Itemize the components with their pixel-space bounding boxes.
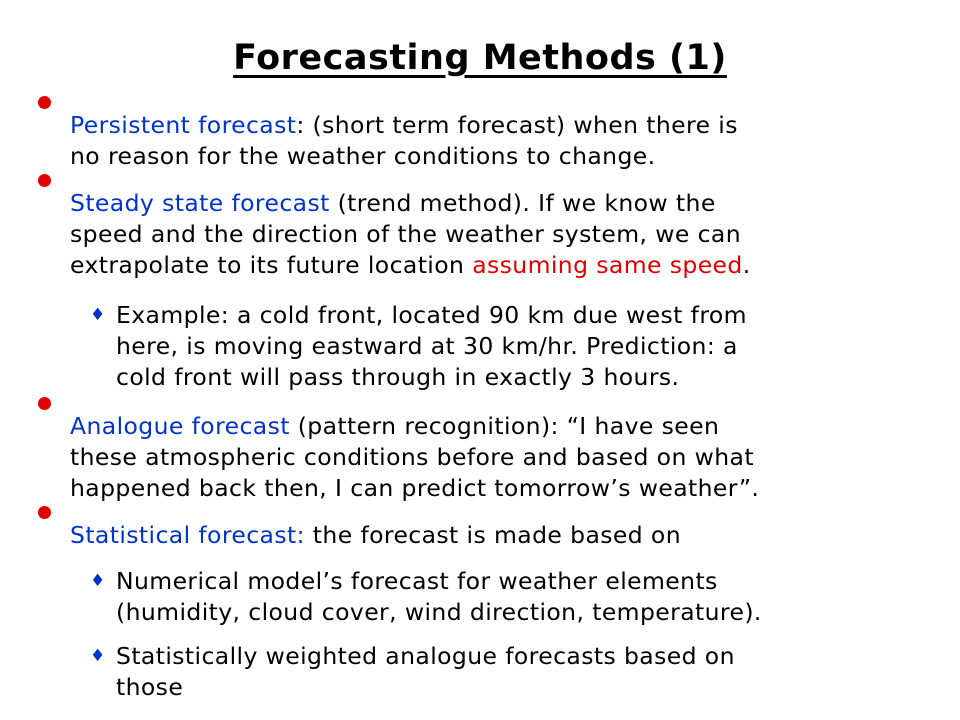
bullet-text: (trend method). If we know the — [329, 189, 716, 217]
bullet-dot — [38, 96, 51, 109]
sub-item-line: here, is moving eastward at 30 km/hr. Prediction: a — [116, 332, 738, 360]
sub-item-line: Example: a cold front, located 90 km due west from — [116, 301, 747, 329]
bullet-text: extrapolate to its future location — [70, 251, 473, 279]
diamond-icon: ♦ — [90, 305, 106, 325]
diamond-icon: ♦ — [90, 571, 106, 591]
bullet-text-tail: . — [742, 251, 751, 279]
sub-item-line: Numerical model’s forecast for weather elements — [116, 567, 718, 595]
sub-item-line: (humidity, cloud cover, wind direction, temperature). — [116, 598, 762, 626]
bullet-dot — [38, 397, 51, 410]
bullet-line — [70, 188, 930, 219]
bullet-item-analogue — [70, 411, 930, 504]
bullet-dot — [38, 174, 51, 187]
bullet-line — [70, 250, 930, 281]
emphasis-assuming-same-speed: assuming same speed — [472, 251, 743, 279]
sub-item-line: cold front will pass through in exactly 3 hours. — [116, 363, 680, 391]
bullet-text: (pattern recognition): “I have seen — [289, 412, 720, 440]
bullet-line: these atmospheric conditions before and based on what — [70, 443, 754, 471]
bullet-item-steady-state — [70, 188, 930, 281]
slide-title-text: Forecasting Methods (1) — [233, 38, 727, 78]
keyword-persistent-forecast: Persistent forecast — [70, 111, 297, 139]
keyword-steady-state-forecast: Steady state forecast — [70, 189, 330, 217]
sub-item-line: those — [116, 673, 184, 701]
bullet-line: no reason for the weather conditions to change. — [70, 142, 656, 170]
sub-item-numerical-model — [90, 566, 916, 628]
bullet-line: speed and the direction of the weather system, we can — [70, 220, 742, 248]
bullet-item-persistent — [70, 110, 930, 172]
diamond-icon: ♦ — [90, 646, 106, 666]
bullet-line — [70, 411, 930, 442]
sub-item-line: Statistically weighted analogue forecasts based on — [116, 642, 735, 670]
sub-item-example — [90, 300, 916, 393]
bullet-item-statistical — [70, 520, 930, 551]
sub-item-statistically-weighted — [90, 641, 916, 703]
bullet-line — [70, 110, 930, 141]
bullet-text: the forecast is made based on — [304, 521, 682, 549]
bullet-dot — [38, 506, 51, 519]
bullet-line: happened back then, I can predict tomorrow’s weather”. — [70, 474, 760, 502]
bullet-text: : (short term forecast) when there is — [296, 111, 738, 139]
keyword-analogue-forecast: Analogue forecast — [70, 412, 290, 440]
bullet-line — [70, 520, 930, 551]
keyword-statistical-forecast: Statistical forecast: — [70, 521, 305, 549]
